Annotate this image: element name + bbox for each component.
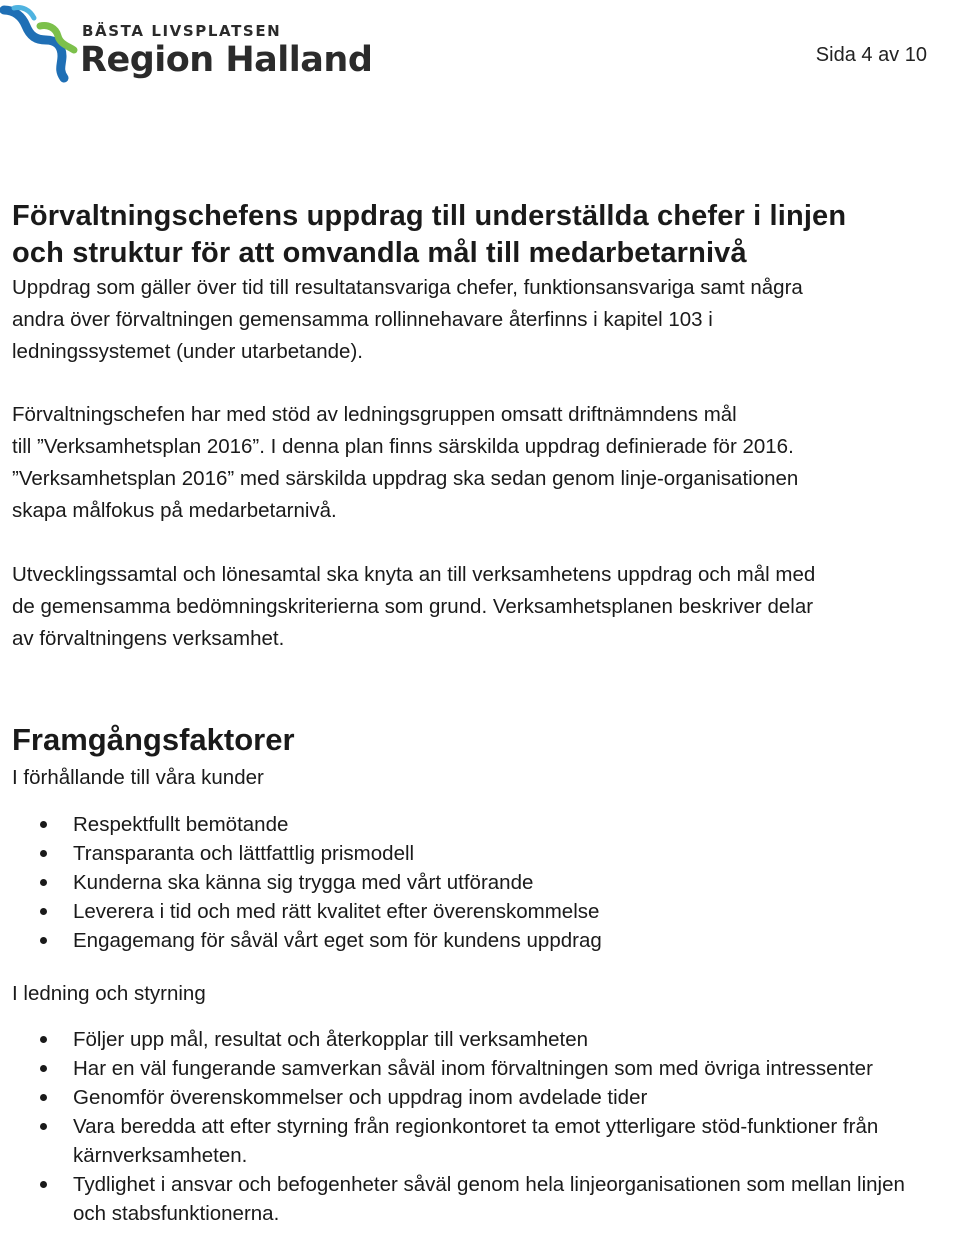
framgangsfaktorer-heading: Framgångsfaktorer [12,722,295,757]
list-item [40,839,920,868]
list-item-text: Följer upp mål, resultat och återkopplar till verksamheten [73,1028,589,1051]
page-number: Sida 4 av 10 [815,44,927,66]
paragraph-line: ”Verksamhetsplan 2016” med särskilda uppdrag ska sedan genom linje-organisationen [12,467,799,490]
list-item [40,810,920,839]
paragraph-line: skapa målfokus på medarbetarnivå. [12,499,337,522]
list-item [40,1112,920,1170]
list-item-text: Tydlighet i ansvar och befogenheter såväl genom hela linjeorganisationen som mellan linjen och stabsfunktionerna. [73,1173,905,1225]
list-item-text: Vara beredda att efter styrning från regionkontoret ta emot ytterligare stöd-funktioner från kärnverksamheten. [73,1115,879,1167]
bullet-icon [40,850,47,857]
subheading-ledning: I ledning och styrning [12,982,206,1005]
heading-line-1: Förvaltningschefens uppdrag till underställda chefer i linjen [12,200,847,232]
bullet-icon [40,1094,47,1101]
list-item-text: Respektfullt bemötande [73,813,289,836]
list-item-text: Genomför överenskommelser och uppdrag inom avdelade tider [73,1086,648,1109]
paragraph-uppdrag [12,272,958,368]
list-kunder [40,810,920,955]
list-item [40,1054,920,1083]
list-item-text: Transparanta och lättfattlig prismodell [73,842,415,865]
list-item-text: Engagemang för såväl vårt eget som för kundens uppdrag [73,929,602,952]
bullet-icon [40,1123,47,1130]
paragraph-line: de gemensamma bedömningskriterierna som grund. Verksamhetsplanen beskriver delar [12,595,814,618]
list-item [40,1170,920,1228]
bullet-icon [40,821,47,828]
paragraph-line: av förvaltningens verksamhet. [12,627,285,650]
list-item-text: Leverera i tid och med rätt kvalitet efter överenskommelse [73,900,600,923]
paragraph-utvecklingssamtal [12,559,958,655]
paragraph-line: Utvecklingssamtal och lönesamtal ska knyta an till verksamhetens uppdrag och mål med [12,563,816,586]
list-item [40,1083,920,1112]
list-item-text: Har en väl fungerande samverkan såväl inom förvaltningen som med övriga intressenter [73,1057,873,1080]
list-item [40,868,920,897]
logo-river-icon [0,0,80,90]
paragraph-line: Uppdrag som gäller över tid till resultatansvariga chefer, funktionsansvariga samt några [12,276,803,299]
logo-name: Region Halland [80,40,373,80]
list-item [40,1025,920,1054]
paragraph-line: andra över förvaltningen gemensamma rollinnehavare återfinns i kapitel 103 i [12,308,713,331]
section-heading [12,198,958,272]
bullet-icon [40,1181,47,1188]
subheading-kunder: I förhållande till våra kunder [12,766,264,789]
list-ledning [40,1025,920,1228]
paragraph-line: Förvaltningschefen har med stöd av ledningsgruppen omsatt driftnämndens mål [12,403,737,426]
logo-tagline: BÄSTA LIVSPLATSEN [82,22,282,40]
paragraph-forvaltningschefen [12,399,958,527]
bullet-icon [40,879,47,886]
bullet-icon [40,937,47,944]
bullet-icon [40,1036,47,1043]
paragraph-line: ledningssystemet (under utarbetande). [12,340,363,363]
bullet-icon [40,1065,47,1072]
list-item [40,897,920,926]
region-halland-logo [0,0,373,90]
heading-line-2: och struktur för att omvandla mål till medarbetarnivå [12,237,747,269]
list-item-text: Kunderna ska känna sig trygga med vårt utförande [73,871,534,894]
bullet-icon [40,908,47,915]
paragraph-line: till ”Verksamhetsplan 2016”. I denna plan finns särskilda uppdrag definierade för 2016. [12,435,794,458]
list-item [40,926,920,955]
